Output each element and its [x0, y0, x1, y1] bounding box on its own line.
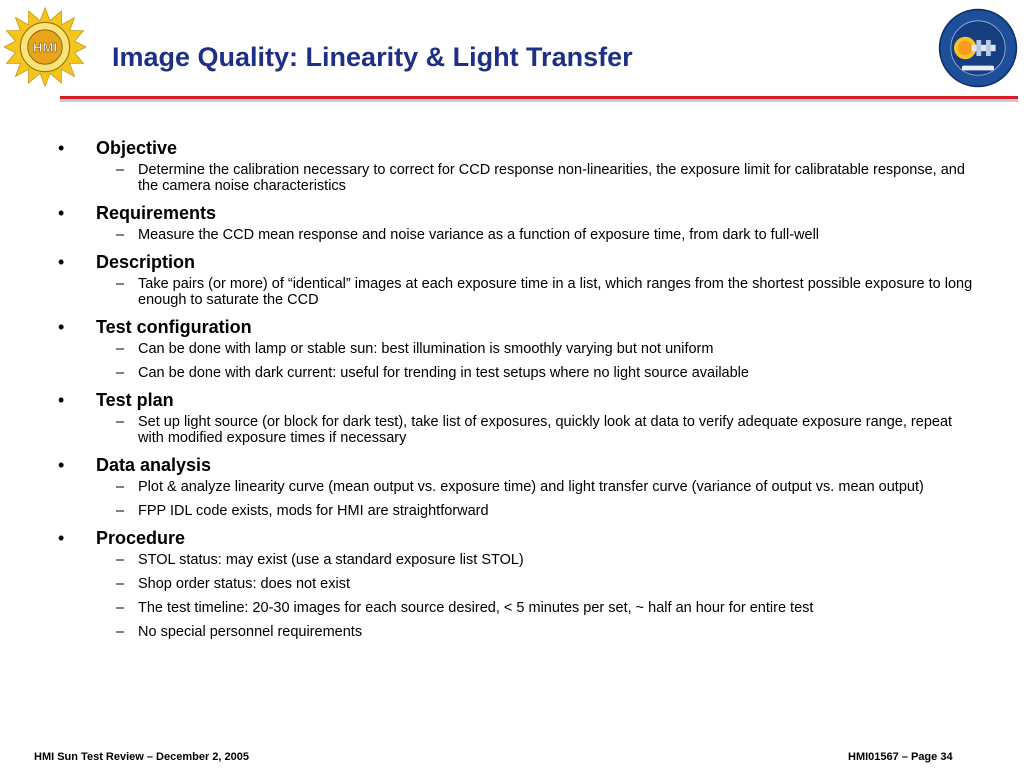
- header-rule-shadow: [60, 99, 1018, 102]
- dash-icon: –: [116, 414, 125, 430]
- section-data-analysis: [58, 454, 978, 519]
- section-objective: [58, 137, 978, 194]
- section-description: [58, 251, 978, 308]
- page-title: Image Quality: Linearity & Light Transfer: [112, 42, 633, 72]
- list-item: – FPP IDL code exists, mods for HMI are straightforward: [116, 503, 489, 519]
- list-item: – Can be done with dark current: useful for trending in test setups where no light source available: [116, 365, 749, 381]
- dash-icon: –: [116, 276, 125, 292]
- dash-icon: –: [116, 341, 125, 357]
- list-item: – Measure the CCD mean response and noise variance as a function of exposure time, from dark to full-well: [116, 227, 820, 243]
- bullet-icon: •: [58, 203, 65, 223]
- list-item: – Plot & analyze linearity curve (mean output vs. exposure time) and light transfer curve (variance of output vs. mean output): [116, 479, 924, 495]
- section-heading: Objective: [96, 138, 178, 158]
- dash-icon: –: [116, 552, 125, 568]
- section-procedure: [58, 527, 978, 640]
- bullet-icon: •: [58, 528, 65, 548]
- footer-page-number: HMI01567 – Page 34: [848, 751, 953, 763]
- list-item: – Shop order status: does not exist: [116, 576, 350, 592]
- dash-icon: –: [116, 624, 125, 640]
- section-heading: Requirements: [96, 203, 217, 223]
- list-item: – Determine the calibration necessary to correct for CCD response non-linearities, the exposure limit for calibratable response, and the camera noise characteristics: [116, 162, 965, 194]
- list-item: – STOL status: may exist (use a standard exposure list STOL): [116, 552, 524, 568]
- section-heading: Test plan: [96, 390, 174, 410]
- list-item: – No special personnel requirements: [116, 624, 363, 640]
- section-test-configuration: [58, 316, 978, 381]
- list-item: – Can be done with lamp or stable sun: best illumination is smoothly varying but not uniform: [116, 341, 714, 357]
- section-heading: Test configuration: [96, 317, 252, 337]
- footer-event: HMI Sun Test Review – December 2, 2005: [34, 751, 249, 763]
- bullet-icon: •: [58, 455, 65, 475]
- section-test-plan: [58, 389, 978, 446]
- bullet-list: [58, 137, 978, 648]
- bullet-icon: •: [58, 138, 65, 158]
- list-item: – The test timeline: 20-30 images for each source desired, < 5 minutes per set, ~ half an hour for entire test: [116, 600, 814, 616]
- dash-icon: –: [116, 162, 125, 178]
- list-item: – Set up light source (or block for dark test), take list of exposures, quickly look at data to verify adequate exposure range, repeat with modified exposure times if necessary: [116, 414, 953, 446]
- bullet-icon: •: [58, 252, 65, 272]
- section-heading: Data analysis: [96, 455, 212, 475]
- section-requirements: [58, 202, 978, 243]
- dash-icon: –: [116, 576, 125, 592]
- dash-icon: –: [116, 600, 125, 616]
- section-heading: Procedure: [96, 528, 186, 548]
- svg-text:HMI: HMI: [32, 39, 58, 55]
- dash-icon: –: [116, 227, 125, 243]
- list-item: – Take pairs (or more) of “identical” images at each exposure time in a list, which ranges from the shortest possible exposure to long enough to saturate the CCD: [116, 276, 973, 308]
- sdo-badge-icon: [938, 8, 1018, 88]
- dash-icon: –: [116, 365, 125, 381]
- bullet-icon: •: [58, 390, 65, 410]
- dash-icon: –: [116, 503, 125, 519]
- dash-icon: –: [116, 479, 125, 495]
- section-heading: Description: [96, 252, 196, 272]
- hmi-seal-icon: [4, 6, 86, 88]
- bullet-icon: •: [58, 317, 65, 337]
